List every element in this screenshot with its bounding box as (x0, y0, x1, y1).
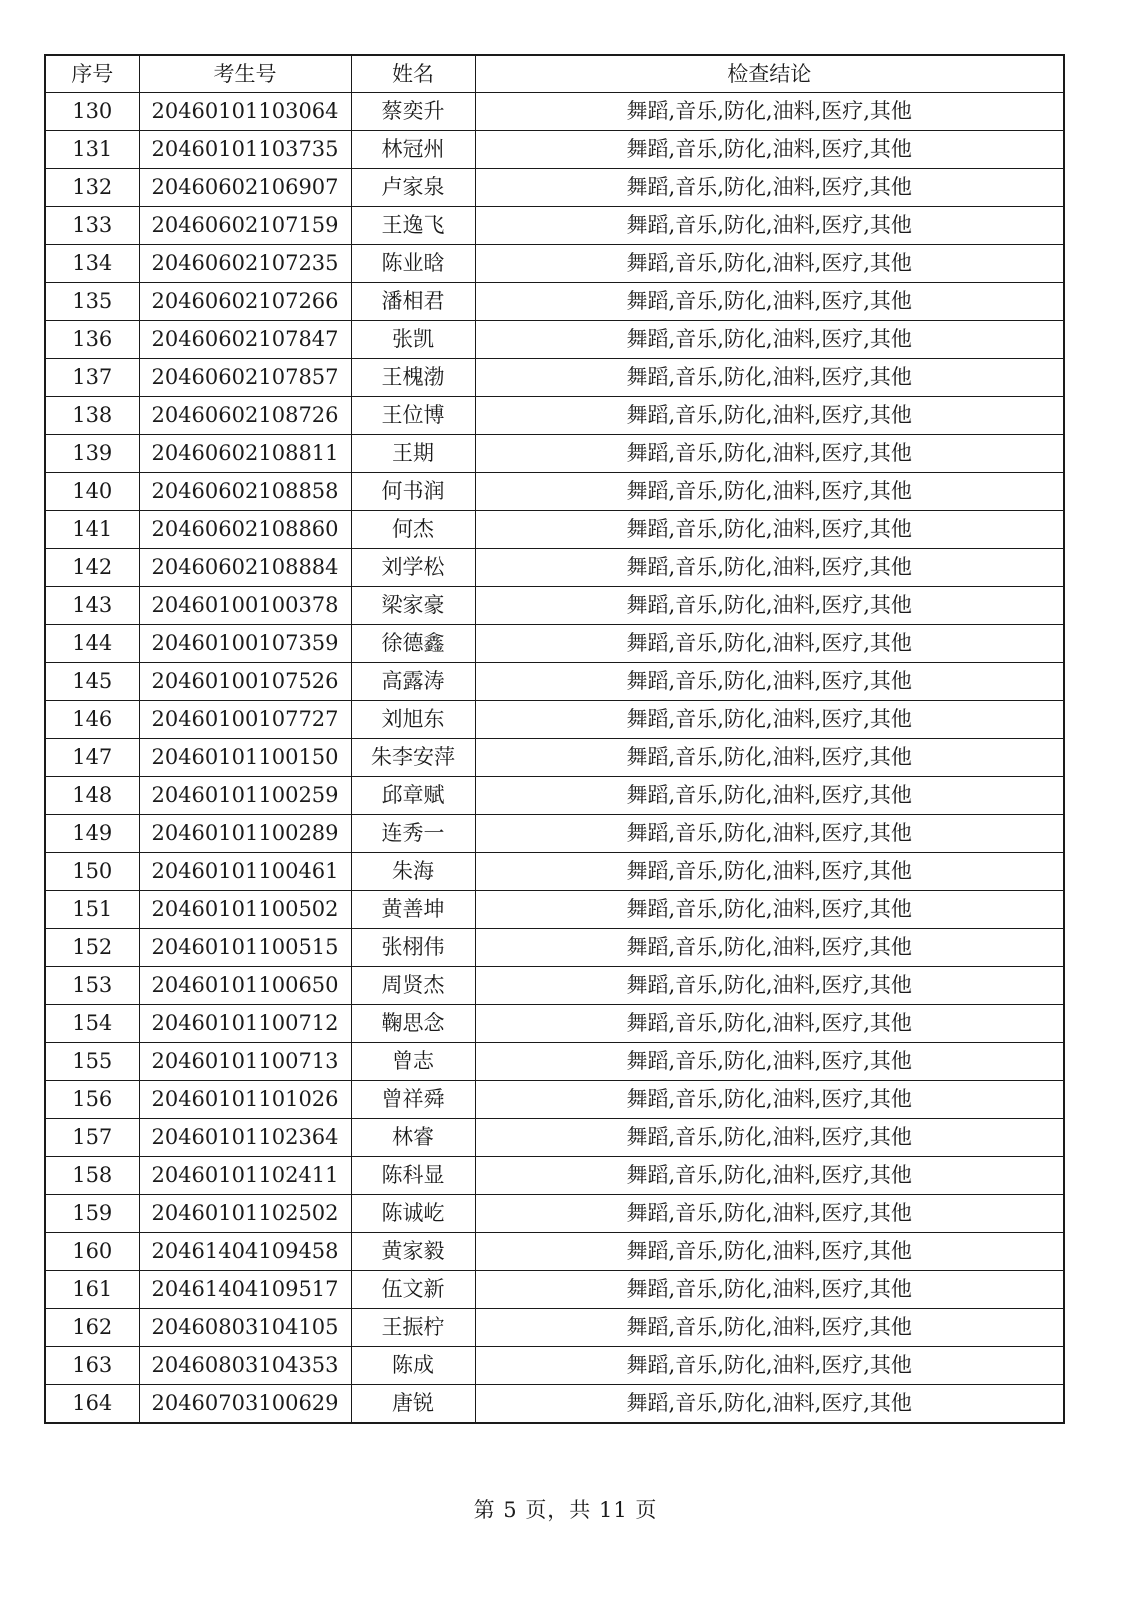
cell-seq: 138 (45, 397, 139, 435)
cell-name: 曾祥舜 (351, 1081, 475, 1119)
cell-name: 卢家泉 (351, 169, 475, 207)
table-row (45, 1081, 1064, 1119)
cell-name: 陈科显 (351, 1157, 475, 1195)
cell-result: 舞蹈,音乐,防化,油料,医疗,其他 (475, 1347, 1064, 1385)
cell-exam-id: 20460100107526 (139, 663, 351, 701)
cell-name: 王振柠 (351, 1309, 475, 1347)
cell-seq: 151 (45, 891, 139, 929)
cell-result: 舞蹈,音乐,防化,油料,医疗,其他 (475, 1233, 1064, 1271)
cell-result: 舞蹈,音乐,防化,油料,医疗,其他 (475, 473, 1064, 511)
cell-exam-id: 20460100107727 (139, 701, 351, 739)
table-row (45, 93, 1064, 131)
header-name: 姓名 (351, 55, 475, 93)
cell-seq: 154 (45, 1005, 139, 1043)
table-body (45, 93, 1064, 1424)
cell-exam-id: 20460602108858 (139, 473, 351, 511)
cell-exam-id: 20460602107847 (139, 321, 351, 359)
table-row (45, 1233, 1064, 1271)
cell-name: 王期 (351, 435, 475, 473)
cell-name: 陈诚屹 (351, 1195, 475, 1233)
cell-exam-id: 20460101103735 (139, 131, 351, 169)
cell-result: 舞蹈,音乐,防化,油料,医疗,其他 (475, 359, 1064, 397)
cell-exam-id: 20460101100502 (139, 891, 351, 929)
cell-name: 黄善坤 (351, 891, 475, 929)
table-row (45, 473, 1064, 511)
cell-seq: 135 (45, 283, 139, 321)
cell-name: 黄家毅 (351, 1233, 475, 1271)
cell-exam-id: 20460602108811 (139, 435, 351, 473)
footer-middle: 页，共 (525, 1498, 592, 1522)
cell-seq: 130 (45, 93, 139, 131)
cell-result: 舞蹈,音乐,防化,油料,医疗,其他 (475, 853, 1064, 891)
cell-seq: 149 (45, 815, 139, 853)
cell-result: 舞蹈,音乐,防化,油料,医疗,其他 (475, 701, 1064, 739)
table-row (45, 1043, 1064, 1081)
cell-exam-id: 20460101100289 (139, 815, 351, 853)
table-row (45, 1195, 1064, 1233)
cell-result: 舞蹈,音乐,防化,油料,医疗,其他 (475, 1081, 1064, 1119)
cell-result: 舞蹈,音乐,防化,油料,医疗,其他 (475, 1309, 1064, 1347)
cell-exam-id: 20460602107159 (139, 207, 351, 245)
table-row (45, 587, 1064, 625)
table-row (45, 663, 1064, 701)
table-row (45, 1385, 1064, 1424)
cell-seq: 134 (45, 245, 139, 283)
cell-exam-id: 20460101100712 (139, 1005, 351, 1043)
table-row (45, 549, 1064, 587)
table-row (45, 435, 1064, 473)
cell-exam-id: 20460101102411 (139, 1157, 351, 1195)
cell-exam-id: 20460101100150 (139, 739, 351, 777)
table-header-row (45, 55, 1064, 93)
cell-result: 舞蹈,音乐,防化,油料,医疗,其他 (475, 1385, 1064, 1424)
cell-name: 蔡奕升 (351, 93, 475, 131)
cell-exam-id: 20460101102364 (139, 1119, 351, 1157)
table-row (45, 245, 1064, 283)
cell-result: 舞蹈,音乐,防化,油料,医疗,其他 (475, 625, 1064, 663)
cell-seq: 145 (45, 663, 139, 701)
cell-name: 梁家豪 (351, 587, 475, 625)
cell-seq: 141 (45, 511, 139, 549)
table-row (45, 701, 1064, 739)
table-row (45, 1157, 1064, 1195)
cell-result: 舞蹈,音乐,防化,油料,医疗,其他 (475, 1195, 1064, 1233)
cell-result: 舞蹈,音乐,防化,油料,医疗,其他 (475, 511, 1064, 549)
cell-seq: 161 (45, 1271, 139, 1309)
table-row (45, 777, 1064, 815)
cell-name: 连秀一 (351, 815, 475, 853)
cell-result: 舞蹈,音乐,防化,油料,医疗,其他 (475, 739, 1064, 777)
cell-exam-id: 20461404109517 (139, 1271, 351, 1309)
table-row (45, 169, 1064, 207)
table-row (45, 739, 1064, 777)
cell-result: 舞蹈,音乐,防化,油料,医疗,其他 (475, 131, 1064, 169)
table-row (45, 1119, 1064, 1157)
header-result: 检查结论 (475, 55, 1064, 93)
cell-seq: 152 (45, 929, 139, 967)
cell-result: 舞蹈,音乐,防化,油料,医疗,其他 (475, 321, 1064, 359)
cell-exam-id: 20460101100515 (139, 929, 351, 967)
cell-exam-id: 20460101101026 (139, 1081, 351, 1119)
cell-seq: 139 (45, 435, 139, 473)
cell-name: 张栩伟 (351, 929, 475, 967)
cell-exam-id: 20460602108726 (139, 397, 351, 435)
cell-seq: 136 (45, 321, 139, 359)
cell-name: 何书润 (351, 473, 475, 511)
cell-seq: 142 (45, 549, 139, 587)
cell-exam-id: 20460100107359 (139, 625, 351, 663)
cell-seq: 158 (45, 1157, 139, 1195)
cell-exam-id: 20460602108860 (139, 511, 351, 549)
table-row (45, 929, 1064, 967)
cell-name: 陈业晗 (351, 245, 475, 283)
cell-name: 徐德鑫 (351, 625, 475, 663)
cell-name: 曾志 (351, 1043, 475, 1081)
cell-seq: 140 (45, 473, 139, 511)
cell-name: 高露涛 (351, 663, 475, 701)
cell-exam-id: 20460100100378 (139, 587, 351, 625)
cell-name: 陈成 (351, 1347, 475, 1385)
cell-seq: 156 (45, 1081, 139, 1119)
table-row (45, 853, 1064, 891)
footer-prefix: 第 (473, 1498, 496, 1522)
cell-exam-id: 20460101100713 (139, 1043, 351, 1081)
cell-seq: 162 (45, 1309, 139, 1347)
cell-name: 唐锐 (351, 1385, 475, 1424)
table-row (45, 321, 1064, 359)
table-row (45, 1347, 1064, 1385)
cell-seq: 143 (45, 587, 139, 625)
cell-name: 林冠州 (351, 131, 475, 169)
results-table (44, 54, 1065, 1424)
cell-seq: 164 (45, 1385, 139, 1424)
cell-name: 邱章赋 (351, 777, 475, 815)
cell-name: 王槐渤 (351, 359, 475, 397)
cell-result: 舞蹈,音乐,防化,油料,医疗,其他 (475, 777, 1064, 815)
cell-name: 潘相君 (351, 283, 475, 321)
table-row (45, 207, 1064, 245)
cell-result: 舞蹈,音乐,防化,油料,医疗,其他 (475, 245, 1064, 283)
cell-name: 朱海 (351, 853, 475, 891)
cell-result: 舞蹈,音乐,防化,油料,医疗,其他 (475, 207, 1064, 245)
cell-seq: 160 (45, 1233, 139, 1271)
cell-exam-id: 20460602107235 (139, 245, 351, 283)
table-row (45, 625, 1064, 663)
cell-seq: 159 (45, 1195, 139, 1233)
cell-result: 舞蹈,音乐,防化,油料,医疗,其他 (475, 1271, 1064, 1309)
cell-exam-id: 20461404109458 (139, 1233, 351, 1271)
cell-exam-id: 20460101100259 (139, 777, 351, 815)
cell-seq: 133 (45, 207, 139, 245)
cell-seq: 146 (45, 701, 139, 739)
cell-exam-id: 20460703100629 (139, 1385, 351, 1424)
cell-result: 舞蹈,音乐,防化,油料,医疗,其他 (475, 967, 1064, 1005)
cell-seq: 137 (45, 359, 139, 397)
cell-result: 舞蹈,音乐,防化,油料,医疗,其他 (475, 663, 1064, 701)
cell-name: 伍文新 (351, 1271, 475, 1309)
cell-name: 张凯 (351, 321, 475, 359)
cell-exam-id: 20460602106907 (139, 169, 351, 207)
cell-result: 舞蹈,音乐,防化,油料,医疗,其他 (475, 435, 1064, 473)
cell-result: 舞蹈,音乐,防化,油料,医疗,其他 (475, 1119, 1064, 1157)
page-footer (0, 1494, 1131, 1524)
table-row (45, 397, 1064, 435)
cell-result: 舞蹈,音乐,防化,油料,医疗,其他 (475, 283, 1064, 321)
cell-result: 舞蹈,音乐,防化,油料,医疗,其他 (475, 587, 1064, 625)
table-row (45, 815, 1064, 853)
cell-name: 王位博 (351, 397, 475, 435)
table-row (45, 359, 1064, 397)
header-seq: 序号 (45, 55, 139, 93)
table-row (45, 511, 1064, 549)
cell-exam-id: 20460101103064 (139, 93, 351, 131)
cell-name: 朱李安萍 (351, 739, 475, 777)
table-row (45, 1309, 1064, 1347)
cell-name: 刘学松 (351, 549, 475, 587)
footer-suffix: 页 (635, 1498, 658, 1522)
header-exam-id: 考生号 (139, 55, 351, 93)
cell-exam-id: 20460101100650 (139, 967, 351, 1005)
cell-exam-id: 20460602108884 (139, 549, 351, 587)
cell-result: 舞蹈,音乐,防化,油料,医疗,其他 (475, 93, 1064, 131)
table-row (45, 131, 1064, 169)
cell-result: 舞蹈,音乐,防化,油料,医疗,其他 (475, 1043, 1064, 1081)
cell-seq: 150 (45, 853, 139, 891)
cell-result: 舞蹈,音乐,防化,油料,医疗,其他 (475, 397, 1064, 435)
cell-exam-id: 20460602107857 (139, 359, 351, 397)
cell-seq: 131 (45, 131, 139, 169)
cell-seq: 157 (45, 1119, 139, 1157)
table-row (45, 1271, 1064, 1309)
cell-name: 王逸飞 (351, 207, 475, 245)
table-row (45, 283, 1064, 321)
cell-exam-id: 20460101102502 (139, 1195, 351, 1233)
cell-exam-id: 20460803104105 (139, 1309, 351, 1347)
cell-name: 刘旭东 (351, 701, 475, 739)
cell-seq: 147 (45, 739, 139, 777)
cell-seq: 163 (45, 1347, 139, 1385)
cell-exam-id: 20460101100461 (139, 853, 351, 891)
table-row (45, 891, 1064, 929)
cell-name: 何杰 (351, 511, 475, 549)
cell-result: 舞蹈,音乐,防化,油料,医疗,其他 (475, 815, 1064, 853)
cell-name: 周贤杰 (351, 967, 475, 1005)
cell-result: 舞蹈,音乐,防化,油料,医疗,其他 (475, 169, 1064, 207)
cell-result: 舞蹈,音乐,防化,油料,医疗,其他 (475, 891, 1064, 929)
table-row (45, 1005, 1064, 1043)
footer-current-page: 5 (503, 1498, 518, 1522)
cell-exam-id: 20460602107266 (139, 283, 351, 321)
cell-seq: 155 (45, 1043, 139, 1081)
cell-name: 鞠思念 (351, 1005, 475, 1043)
cell-result: 舞蹈,音乐,防化,油料,医疗,其他 (475, 929, 1064, 967)
cell-exam-id: 20460803104353 (139, 1347, 351, 1385)
cell-result: 舞蹈,音乐,防化,油料,医疗,其他 (475, 1157, 1064, 1195)
cell-seq: 148 (45, 777, 139, 815)
cell-result: 舞蹈,音乐,防化,油料,医疗,其他 (475, 549, 1064, 587)
cell-name: 林睿 (351, 1119, 475, 1157)
cell-seq: 153 (45, 967, 139, 1005)
cell-seq: 144 (45, 625, 139, 663)
footer-total-pages: 11 (599, 1498, 628, 1522)
cell-seq: 132 (45, 169, 139, 207)
cell-result: 舞蹈,音乐,防化,油料,医疗,其他 (475, 1005, 1064, 1043)
table-row (45, 967, 1064, 1005)
